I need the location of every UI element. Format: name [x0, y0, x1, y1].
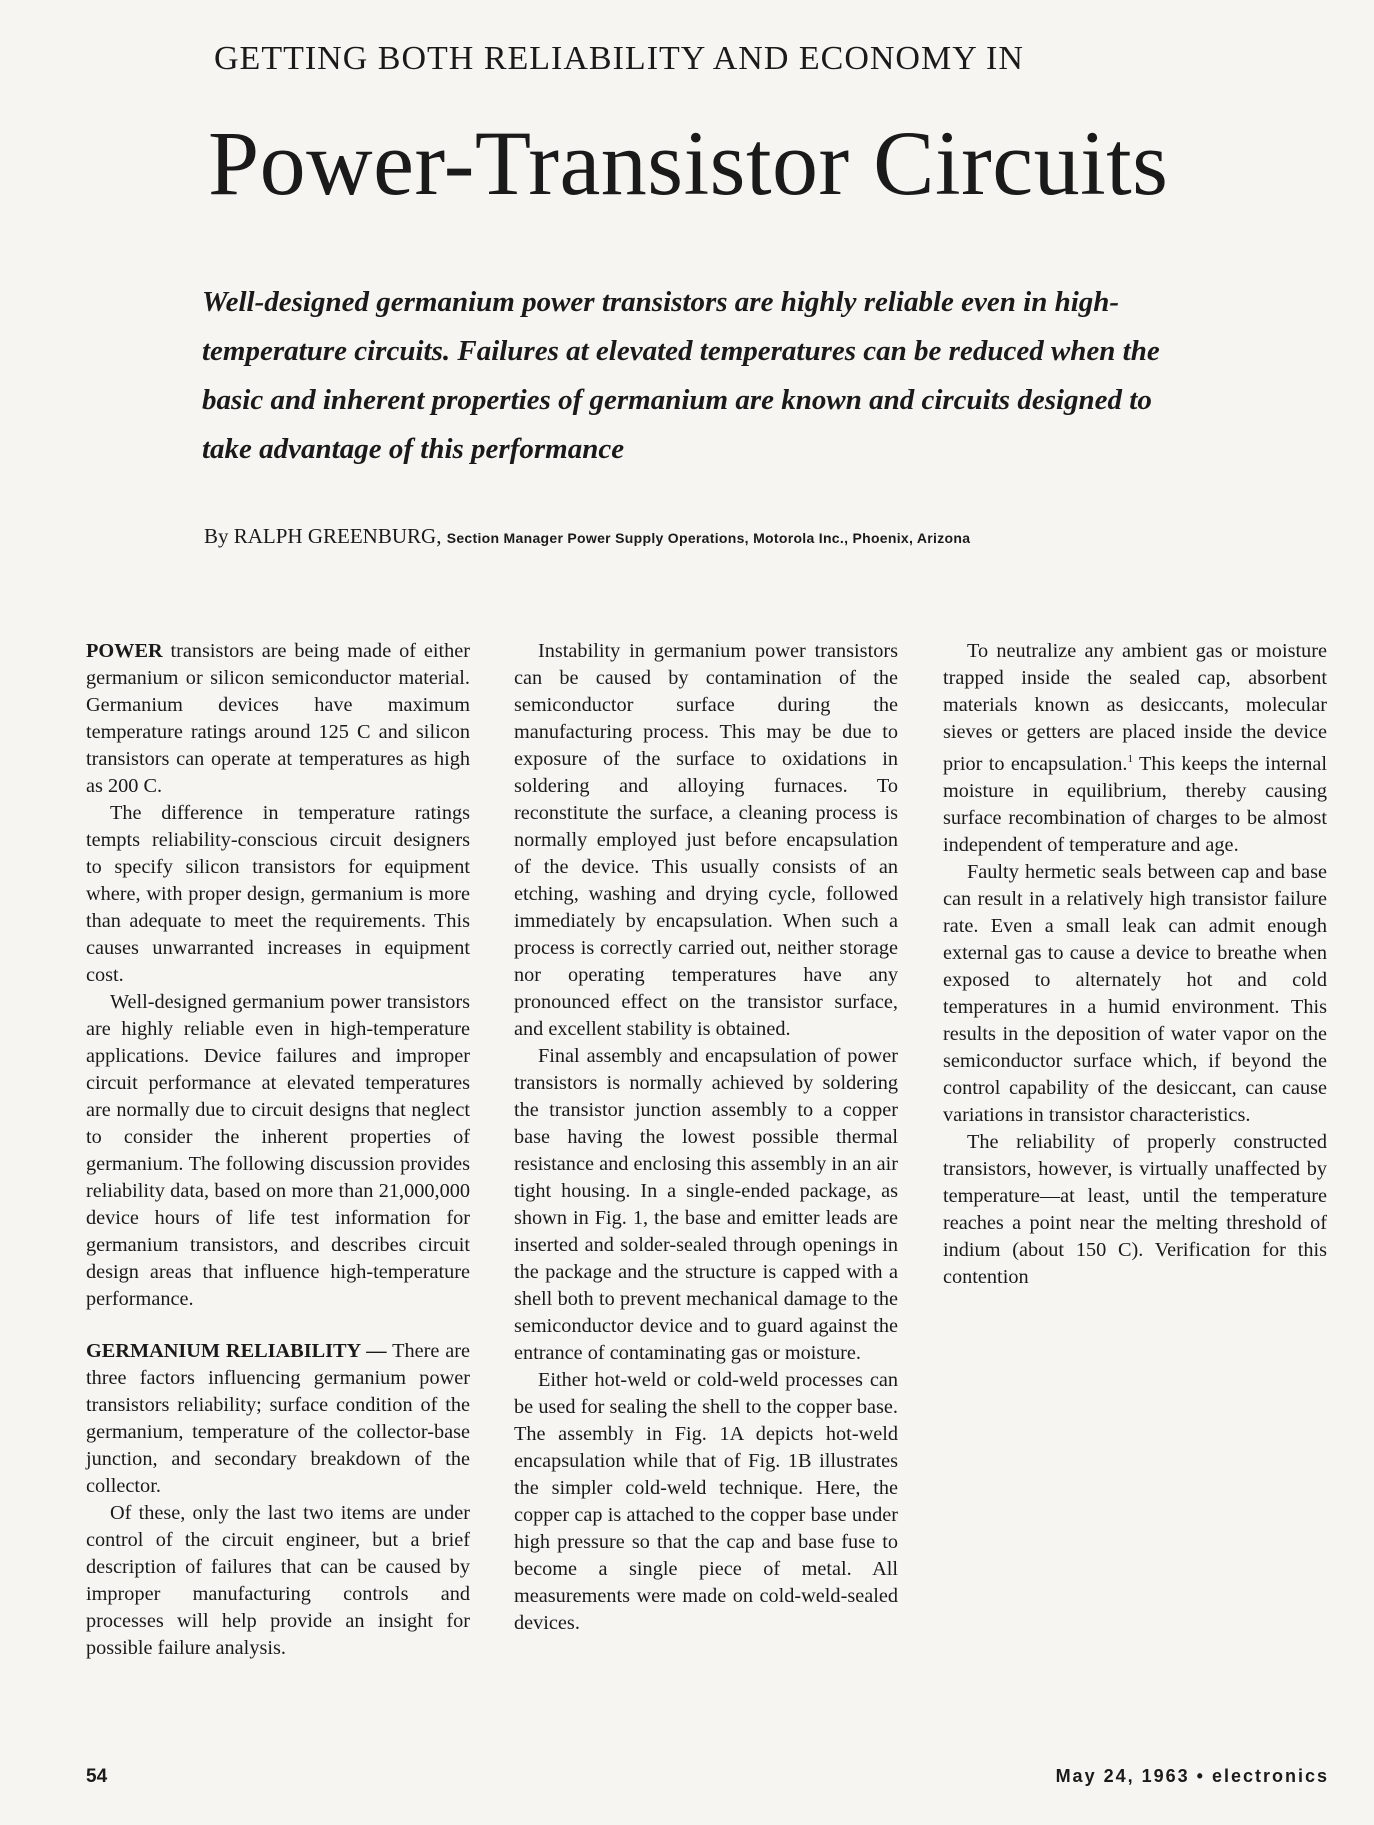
article-deck: Well-designed germanium power transistors are highly reliable even in high-temperature circuits. Failures at elevated temperatures can be reduced when the basic and inherent properties of germanium are known and circuits designed to take advantage of this performance	[202, 286, 1160, 465]
issue-line: May 24, 1963 • electronics	[1055, 1766, 1329, 1786]
paragraph: Well-designed germanium power transistors are highly reliable even in high-temperature applications. Device failures and improper circuit performance at elevated temperatures are normally due to circuit designs that neglect to consider the inherent properties of germanium. The following discussion provides reliability data, based on more than 21,000,000 device hours of life test information for germanium transistors, and describes circuit design areas that influence high-temperature performance.	[86, 991, 470, 1310]
paragraph: Faulty hermetic seals between cap and base can result in a relatively high transistor failure rate. Even a small leak can admit enough external gas to cause a device to breathe when exposed to alternately hot and cold temperatures in a humid environment. This results in the deposition of water vapor on the semiconductor surface which, if beyond the control capability of the desiccant, can cause variations in transistor characteristics.	[943, 860, 1327, 1126]
paragraph: To neutralize any ambient gas or moisture trapped inside the sealed cap, absorbent materials known as desiccants, molecular sieves or getters are placed inside the device prior to encapsulation.$^1$ This keeps the internal moisture in equilibrium, thereby causing surface recombination of charges to be almost independent of temperature and age.	[943, 640, 1328, 856]
lead-word: POWER	[86, 640, 163, 662]
paragraph: GERMANIUM RELIABILITY — There are three factors influencing germanium power transistors reliability; surface condition of the germanium, temperature of the collector-base junction, and secondary breakdown of the collector.	[86, 1340, 470, 1497]
text-column-1	[86, 638, 470, 1662]
text-column-2	[514, 638, 898, 1637]
paragraph: Final assembly and encapsulation of power transistors is normally achieved by soldering the transistor junction assembly to a copper base having the lowest possible thermal resistance and enclosing this assembly in an air tight housing. In a single-ended package, as shown in Fig. 1, the base and emitter leads are inserted and solder-sealed through openings in the package and the structure is capped with a shell both to prevent mechanical damage to the semiconductor device and to guard against the entrance of contaminating gas or moisture.	[514, 1045, 898, 1364]
paragraph: The reliability of properly constructed transistors, however, is virtually unaffected by temperature—at least, until the temperature reaches a point near the melting threshold of indium (about 150 C). Verification for this contention	[943, 1130, 1327, 1288]
section-subhead: GERMANIUM RELIABILITY —	[86, 1340, 387, 1362]
byline-author: By RALPH GREENBURG,	[204, 524, 442, 548]
article-title: Power-Transistor Circuits	[208, 112, 1169, 214]
footnote-ref: 1	[1127, 753, 1133, 765]
page-number: 54	[86, 1766, 108, 1787]
text-column-3	[943, 638, 1327, 1291]
paragraph: Instability in germanium power transistors can be caused by contamination of the semiconductor surface during the manufacturing process. This may be due to exposure of the surface to oxidations in soldering and alloying furnaces. To reconstitute the surface, a cleaning process is normally employed just before encapsulation of the device. This usually consists of an etching, washing and drying cycle, followed immediately by encapsulation. When such a process is correctly carried out, neither storage nor operating temperatures have any pronounced effect on the transistor surface, and excellent stability is obtained.	[514, 640, 898, 1040]
byline	[204, 524, 1204, 549]
paragraph: POWER transistors are being made of either germanium or silicon semiconductor material. Germanium devices have maximum temperature ratings around 125 C and silicon transistors can operate at temperatures as high as 200 C.	[86, 640, 470, 797]
byline-affiliation: Section Manager Power Supply Operations, Motorola Inc., Phoenix, Arizona	[446, 530, 971, 546]
paragraph-split: Of these, only the last two items are under control of the circuit engineer, but a brief description of failures that can be caused by improper manufacturing controls and processes will help provide an insight for possible failure analysis.	[86, 1502, 470, 1659]
article-kicker: GETTING BOTH RELIABILITY AND ECONOMY IN	[214, 40, 1024, 77]
paragraph: Either hot-weld or cold-weld processes can be used for sealing the shell to the copper base. The assembly in Fig. 1A depicts hot-weld encapsulation while that of Fig. 1B illustrates the simpler cold-weld technique. Here, the copper cap is attached to the copper base under high pressure so that the cap and base fuse to become a single piece of metal. All measurements were made on cold-weld-sealed devices.	[514, 1369, 898, 1634]
paragraph: The difference in temperature ratings tempts reliability-conscious circuit designers to specify silicon transistors for equipment where, with proper design, germanium is more than adequate to meet the requirements. This causes unwarranted increases in equipment cost.	[86, 802, 470, 986]
